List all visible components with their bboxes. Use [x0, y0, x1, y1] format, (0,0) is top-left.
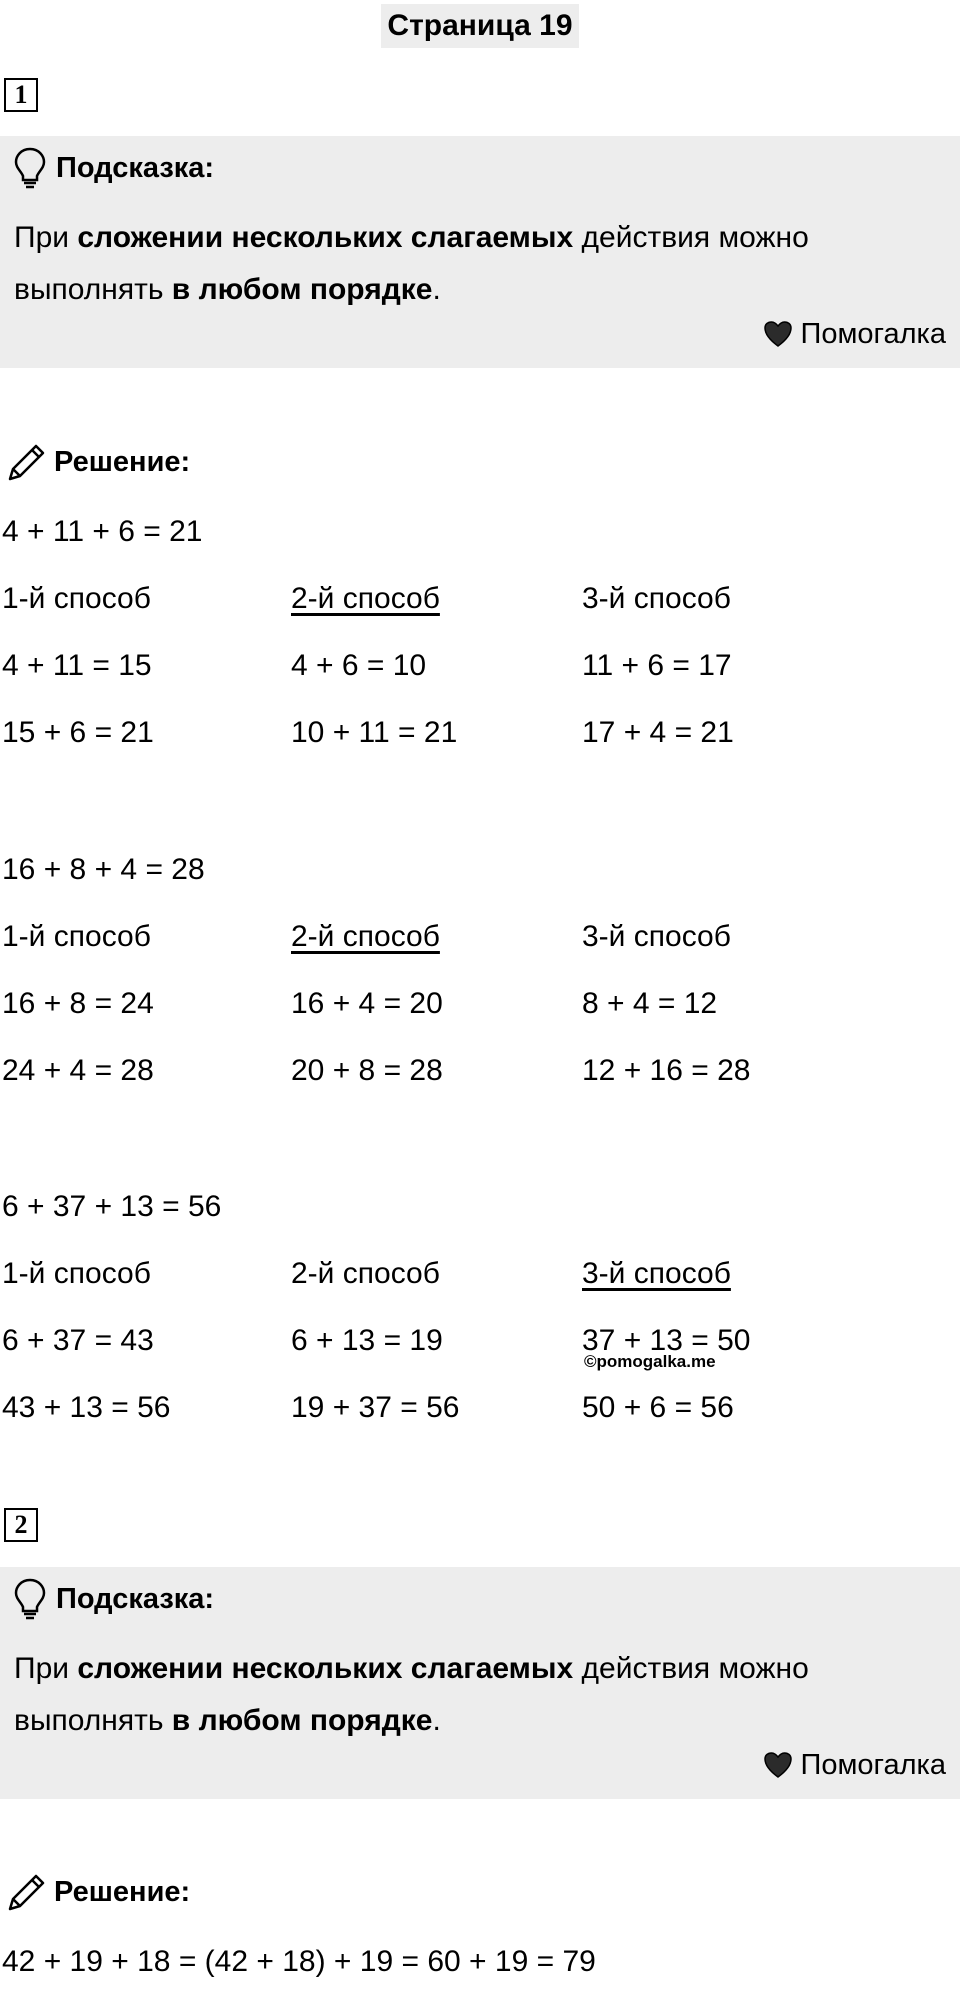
method-label: 1-й способ	[2, 920, 151, 953]
method-label: 1-й способ	[2, 582, 151, 615]
heart-icon	[763, 1751, 793, 1779]
solution-header-1	[4, 437, 190, 487]
calc-step: 19 + 37 = 56	[291, 1391, 460, 1424]
calc-step: 10 + 11 = 21	[291, 716, 458, 749]
hint-bold-phrase: сложении нескольких слагаемых	[77, 1652, 574, 1685]
hint-header	[12, 146, 214, 190]
solution-title: Решение:	[54, 445, 191, 478]
expression: 4 + 11 + 6 = 21	[2, 515, 203, 548]
calc-step: 4 + 11 = 15	[2, 649, 152, 682]
lightbulb-icon	[12, 146, 48, 190]
pencil-icon	[4, 1869, 50, 1915]
hint-text-part: При	[14, 221, 78, 254]
expression: 6 + 37 + 13 = 56	[2, 1190, 222, 1223]
hint-title: Подсказка:	[56, 1582, 215, 1615]
brand-label	[763, 1745, 946, 1785]
brand-label	[763, 314, 946, 354]
watermark: ©pomogalka.me	[584, 1352, 716, 1371]
calc-step: 24 + 4 = 28	[2, 1054, 154, 1087]
hint-text-part: .	[432, 273, 441, 306]
solution-title: Решение:	[54, 1875, 191, 1908]
calc-step: 15 + 6 = 21	[2, 716, 154, 749]
hint-text-part: .	[432, 1704, 441, 1737]
hint-text	[14, 1643, 944, 1747]
hint-box-2	[0, 1567, 960, 1799]
calc-step: 17 + 4 = 21	[582, 716, 734, 749]
brand-text: Помогалка	[800, 1748, 946, 1781]
hint-text-part: действия можно выполнять	[14, 221, 809, 306]
result-line: 42 + 19 + 18 = (42 + 18) + 19 = 60 + 19 = 79	[2, 1945, 596, 1978]
method-label: 3-й способ	[582, 582, 731, 615]
hint-text-part: действия можно выполнять	[14, 1652, 809, 1737]
hint-bold-phrase: в любом порядке	[171, 273, 433, 306]
hint-text	[14, 212, 944, 316]
calc-step: 16 + 8 = 24	[2, 987, 154, 1020]
hint-title: Подсказка:	[56, 151, 215, 184]
calc-step: 16 + 4 = 20	[291, 987, 443, 1020]
method-label: 3-й способ	[582, 920, 731, 953]
method-label: 2-й способ	[291, 1257, 440, 1290]
method-label: 1-й способ	[2, 1257, 151, 1290]
calc-step: 50 + 6 = 56	[582, 1391, 734, 1424]
hint-bold-phrase: сложении нескольких слагаемых	[77, 221, 574, 254]
calc-step: 8 + 4 = 12	[582, 987, 718, 1020]
calc-step: 4 + 6 = 10	[291, 649, 427, 682]
method-label-selected: 2-й способ	[291, 582, 440, 615]
solution-header-2	[4, 1867, 190, 1917]
heart-icon	[763, 320, 793, 348]
hint-bold-phrase: в любом порядке	[171, 1704, 433, 1737]
method-label-selected: 2-й способ	[291, 920, 440, 953]
calc-step: 43 + 13 = 56	[2, 1391, 171, 1424]
calc-step: 37 + 13 = 50	[582, 1324, 751, 1357]
hint-header	[12, 1577, 214, 1621]
hint-text-part: При	[14, 1652, 78, 1685]
calc-step: 12 + 16 = 28	[582, 1054, 751, 1087]
expression: 16 + 8 + 4 = 28	[2, 853, 205, 886]
task-number-2: 2	[4, 1508, 38, 1542]
calc-step: 6 + 13 = 19	[291, 1324, 443, 1357]
lightbulb-icon	[12, 1577, 48, 1621]
hint-box-1	[0, 136, 960, 368]
method-label-selected: 3-й способ	[582, 1257, 731, 1290]
task-number-1: 1	[4, 78, 38, 112]
calc-step: 20 + 8 = 28	[291, 1054, 443, 1087]
calc-step: 6 + 37 = 43	[2, 1324, 154, 1357]
pencil-icon	[4, 439, 50, 485]
calc-step: 11 + 6 = 17	[582, 649, 732, 682]
brand-text: Помогалка	[800, 317, 946, 350]
page-title: Страница 19	[381, 4, 579, 48]
